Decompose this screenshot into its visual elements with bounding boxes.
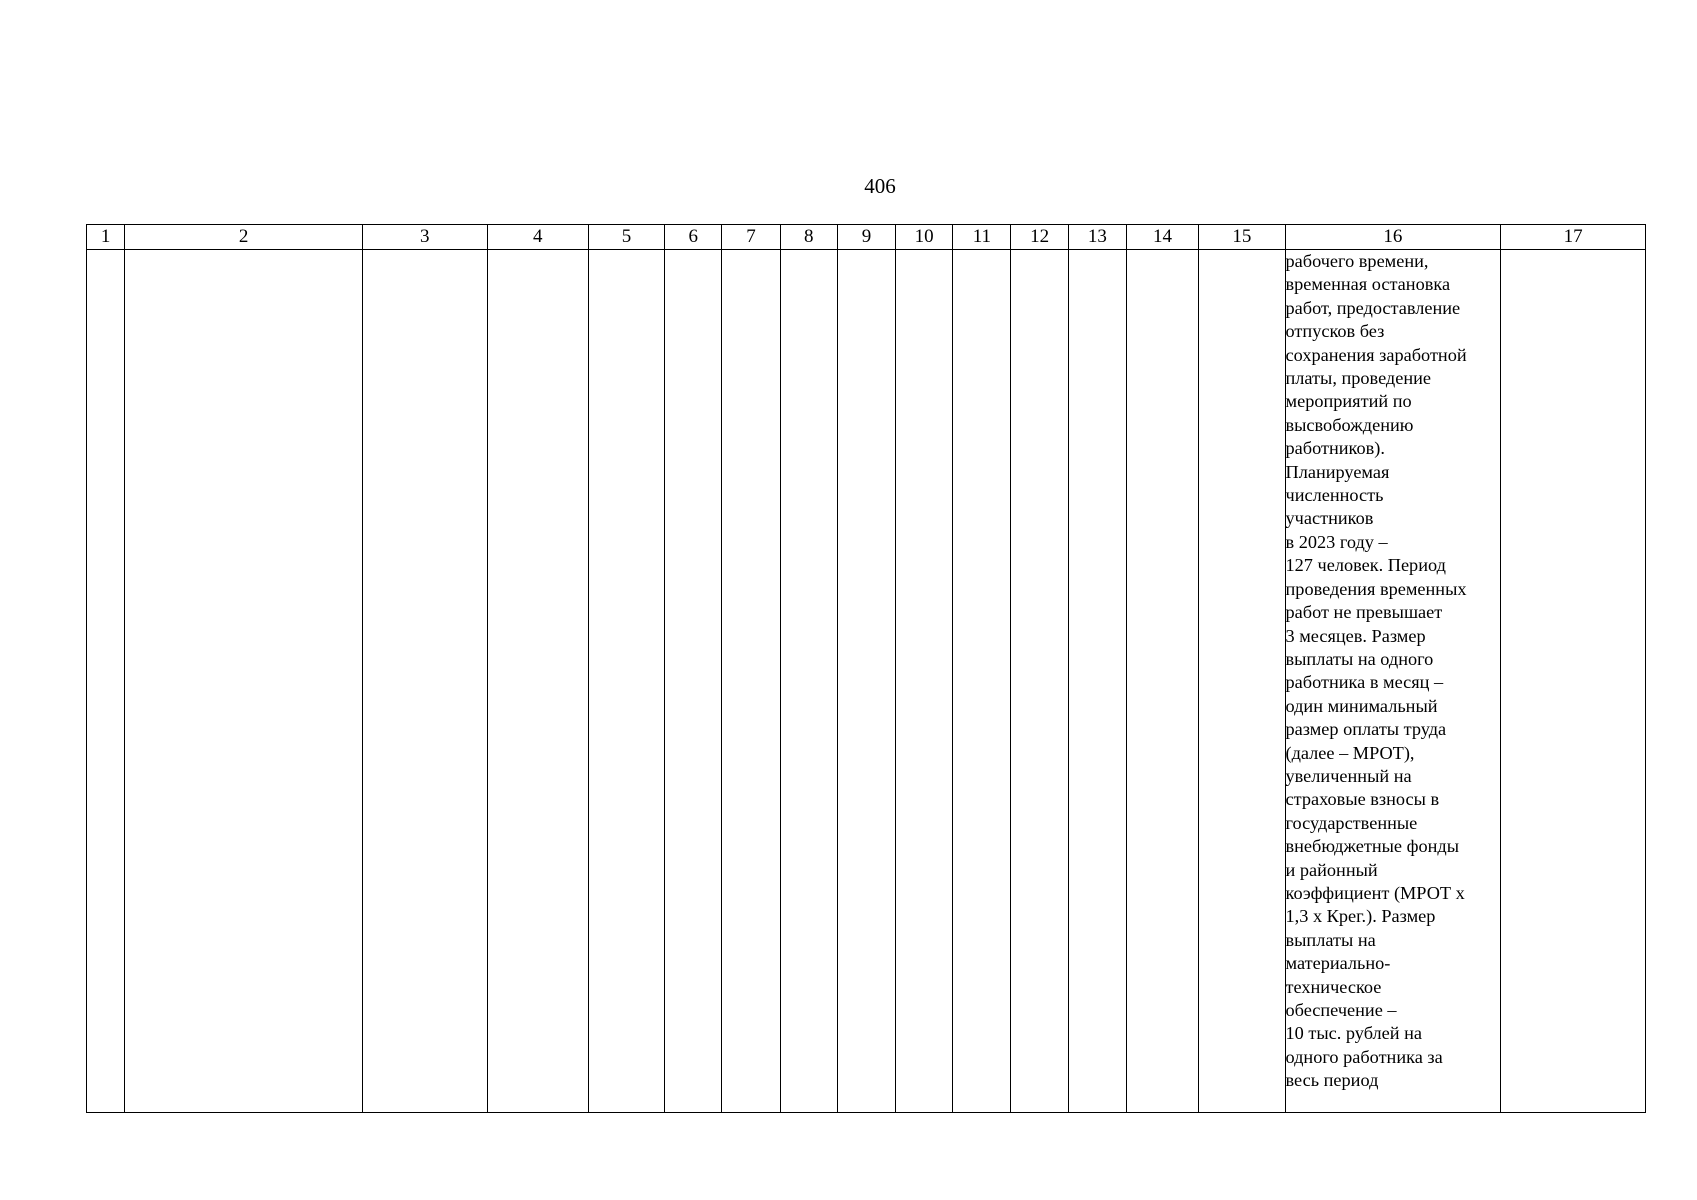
text-line: мероприятий по xyxy=(1285,391,1412,412)
cell-col-11 xyxy=(953,250,1011,1113)
cell-col-17 xyxy=(1501,250,1646,1113)
cell-col-15 xyxy=(1199,250,1285,1113)
text-line: Планируемая xyxy=(1285,461,1390,482)
text-line: высвобождению xyxy=(1285,414,1414,435)
cell-col-1 xyxy=(87,250,125,1113)
text-line: временная остановка xyxy=(1285,274,1451,295)
text-line: 1,3 x Крег.). Размер xyxy=(1285,906,1436,927)
text-line: отпусков без xyxy=(1285,321,1385,342)
page-number: 406 xyxy=(864,174,896,198)
column-header-10: 10 xyxy=(896,225,953,250)
column-number-row xyxy=(87,225,1646,250)
column-header-7: 7 xyxy=(722,225,780,250)
text-line: обеспечение – xyxy=(1285,1000,1397,1020)
text-line: размер оплаты труда xyxy=(1285,719,1447,740)
cell-col-12 xyxy=(1011,250,1068,1113)
text-line: (далее – МРОТ), xyxy=(1285,742,1415,763)
column-header-8: 8 xyxy=(780,225,837,250)
column-header-5: 5 xyxy=(588,225,664,250)
table-row xyxy=(87,250,1646,1113)
text-line: 10 тыс. рублей на xyxy=(1285,1023,1423,1044)
column-header-17: 17 xyxy=(1501,225,1646,250)
text-line: материально- xyxy=(1285,953,1391,974)
text-line: одного работника за xyxy=(1285,1046,1443,1067)
cell-col-4 xyxy=(487,250,588,1113)
text-line: численность xyxy=(1285,485,1384,506)
cell-col-3 xyxy=(363,250,487,1113)
cell-col-13 xyxy=(1068,250,1126,1113)
text-line: работ не превышает xyxy=(1285,602,1443,623)
text-line: сохранения заработной xyxy=(1285,344,1467,365)
column-header-6: 6 xyxy=(665,225,722,250)
text-line: государственные xyxy=(1285,812,1418,833)
text-line: работников). xyxy=(1285,438,1385,459)
cell-col-7 xyxy=(722,250,780,1113)
column-header-11: 11 xyxy=(953,225,1011,250)
cell-col-9 xyxy=(837,250,895,1113)
text-line: техническое xyxy=(1285,976,1382,997)
text-line: рабочего времени, xyxy=(1285,251,1429,271)
text-line: выплаты на одного xyxy=(1285,648,1434,669)
text-line: страховые взносы в xyxy=(1285,789,1440,810)
column-header-12: 12 xyxy=(1011,225,1068,250)
column-header-13: 13 xyxy=(1068,225,1126,250)
text-line: работника в месяц – xyxy=(1285,672,1444,693)
text-line: 3 месяцев. Размер xyxy=(1285,625,1426,646)
column-header-1: 1 xyxy=(87,225,125,250)
text-line: внебюджетные фонды xyxy=(1285,836,1459,857)
cell-col-10 xyxy=(896,250,953,1113)
text-line: выплаты на xyxy=(1285,929,1376,950)
cell-col-14 xyxy=(1126,250,1198,1113)
cell-col-8 xyxy=(780,250,837,1113)
text-line: 127 человек. Период xyxy=(1285,555,1446,576)
cell-col-2 xyxy=(125,250,363,1113)
column-header-4: 4 xyxy=(487,225,588,250)
document-table xyxy=(86,224,1646,1113)
cell-col-16-description xyxy=(1285,250,1501,1113)
column-header-9: 9 xyxy=(837,225,895,250)
cell-col-5 xyxy=(588,250,664,1113)
text-line: увеличенный на xyxy=(1285,765,1412,786)
text-line: один минимальный xyxy=(1285,695,1438,716)
text-line: в 2023 году – xyxy=(1285,531,1388,552)
text-line: работ, предоставление xyxy=(1285,297,1461,318)
column-header-15: 15 xyxy=(1199,225,1285,250)
text-line: и районный xyxy=(1285,859,1378,880)
column-header-16: 16 xyxy=(1285,225,1501,250)
text-line: весь период xyxy=(1285,1070,1379,1091)
column-header-3: 3 xyxy=(363,225,487,250)
text-line: участников xyxy=(1285,508,1374,529)
column-header-2: 2 xyxy=(125,225,363,250)
text-line: проведения временных xyxy=(1285,578,1467,599)
text-line: коэффициент (МРОТ x xyxy=(1285,882,1465,903)
column-header-14: 14 xyxy=(1126,225,1198,250)
text-line: платы, проведение xyxy=(1285,368,1432,389)
cell-col-6 xyxy=(665,250,722,1113)
